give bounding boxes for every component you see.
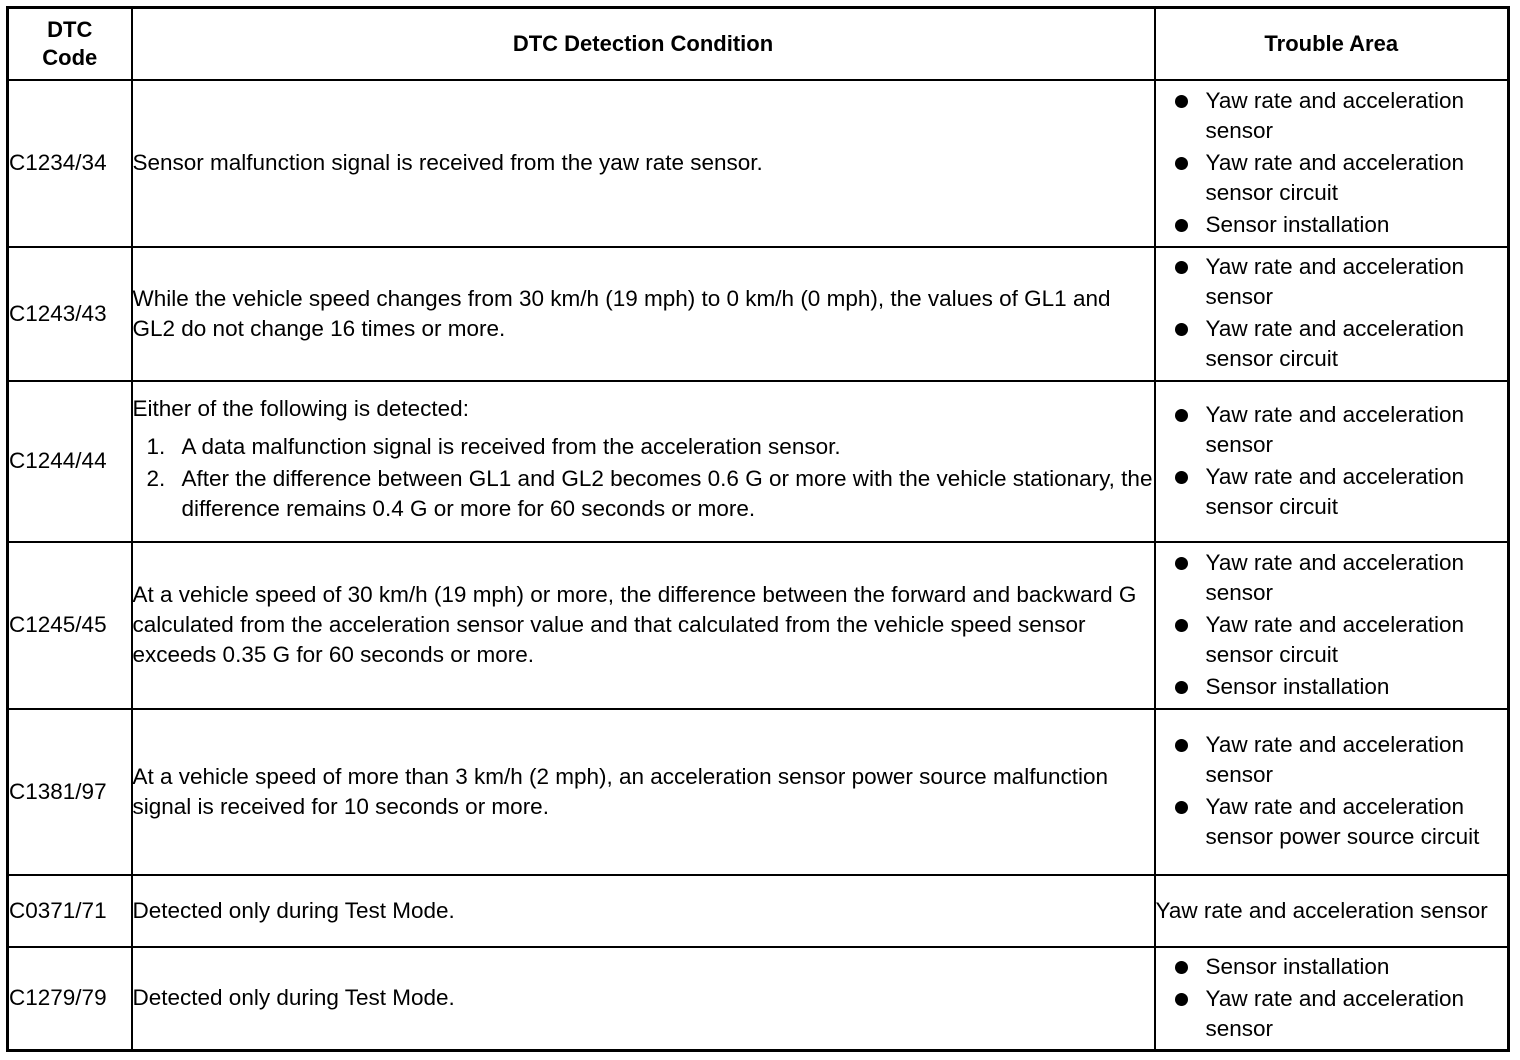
table-row bbox=[8, 709, 1509, 875]
bullet-icon bbox=[1175, 219, 1188, 232]
step-text: A data malfunction signal is received from the acceleration sensor. bbox=[181, 434, 841, 459]
bullet-icon bbox=[1175, 961, 1188, 974]
detection-condition: Sensor malfunction signal is received from the yaw rate sensor. bbox=[132, 80, 1155, 247]
list-item bbox=[133, 464, 1154, 524]
table-row bbox=[8, 381, 1509, 542]
bullet-icon bbox=[1175, 739, 1188, 752]
bullet-icon bbox=[1175, 993, 1188, 1006]
trouble-area bbox=[1155, 709, 1509, 875]
list-item: Yaw rate and acceleration sensor bbox=[1156, 984, 1508, 1044]
header-dtc-code-label: DTC Code bbox=[42, 16, 98, 70]
bullet-icon bbox=[1175, 801, 1188, 814]
dtc-code: C0371/71 bbox=[8, 875, 132, 947]
table-row bbox=[8, 80, 1509, 247]
bullet-icon bbox=[1175, 471, 1188, 484]
trouble-area-list bbox=[1156, 252, 1508, 374]
bullet-icon bbox=[1175, 157, 1188, 170]
header-condition bbox=[132, 8, 1155, 80]
trouble-area bbox=[1155, 80, 1509, 247]
bullet-icon bbox=[1175, 323, 1188, 336]
trouble-area-list bbox=[1156, 86, 1508, 240]
condition-intro: Either of the following is detected: bbox=[132, 396, 469, 421]
bullet-icon bbox=[1175, 95, 1188, 108]
dtc-code: C1279/79 bbox=[8, 947, 132, 1051]
list-item: Yaw rate and acceleration sensor circuit bbox=[1156, 462, 1508, 522]
step-number: 1. bbox=[146, 434, 166, 459]
dtc-code: C1234/34 bbox=[8, 80, 132, 247]
list-item: Yaw rate and acceleration sensor bbox=[1156, 252, 1508, 312]
condition-steps bbox=[133, 432, 1154, 524]
detection-condition: Detected only during Test Mode. bbox=[132, 875, 1155, 947]
list-item bbox=[133, 432, 1154, 462]
table-row bbox=[8, 542, 1509, 709]
step-text: After the difference between GL1 and GL2 becomes 0.6 G or more with the vehicle stationary, the difference remains 0.4 G or more for 60 seconds or more. bbox=[181, 466, 1153, 521]
detection-condition bbox=[132, 381, 1155, 542]
table-row bbox=[8, 947, 1509, 1051]
list-item: Yaw rate and acceleration sensor bbox=[1156, 86, 1508, 146]
trouble-area bbox=[1155, 542, 1509, 709]
trouble-area bbox=[1155, 947, 1509, 1051]
header-row bbox=[8, 8, 1509, 80]
trouble-area bbox=[1155, 381, 1509, 542]
bullet-icon bbox=[1175, 557, 1188, 570]
list-item: Sensor installation bbox=[1156, 672, 1508, 702]
bullet-icon bbox=[1175, 409, 1188, 422]
trouble-area: Yaw rate and acceleration sensor bbox=[1155, 875, 1509, 947]
header-trouble-area bbox=[1155, 8, 1509, 80]
detection-condition: At a vehicle speed of 30 km/h (19 mph) or more, the difference between the forward and backward G calculated from the acceleration sensor value and that calculated from the vehicle speed sensor exceeds 0.35 G for 60 seconds or more. bbox=[132, 542, 1155, 709]
list-item: Yaw rate and acceleration sensor circuit bbox=[1156, 148, 1508, 208]
step-number: 2. bbox=[146, 466, 166, 491]
detection-condition: Detected only during Test Mode. bbox=[132, 947, 1155, 1051]
header-condition-label: DTC Detection Condition bbox=[512, 30, 774, 56]
dtc-code: C1243/43 bbox=[8, 247, 132, 381]
list-item: Yaw rate and acceleration sensor circuit bbox=[1156, 610, 1508, 670]
trouble-area-list bbox=[1156, 400, 1508, 522]
trouble-area bbox=[1155, 247, 1509, 381]
header-dtc-code bbox=[8, 8, 132, 80]
detection-condition: At a vehicle speed of more than 3 km/h (2 mph), an acceleration sensor power source malfunction signal is received for 10 seconds or more. bbox=[132, 709, 1155, 875]
table-row bbox=[8, 247, 1509, 381]
dtc-code: C1381/97 bbox=[8, 709, 132, 875]
bullet-icon bbox=[1175, 619, 1188, 632]
list-item: Yaw rate and acceleration sensor power source circuit bbox=[1156, 792, 1508, 852]
dtc-code: C1245/45 bbox=[8, 542, 132, 709]
list-item: Yaw rate and acceleration sensor circuit bbox=[1156, 314, 1508, 374]
list-item: Sensor installation bbox=[1156, 952, 1508, 982]
trouble-area-list bbox=[1156, 548, 1508, 702]
trouble-area-list bbox=[1156, 952, 1508, 1044]
bullet-icon bbox=[1175, 681, 1188, 694]
detection-condition: While the vehicle speed changes from 30 km/h (19 mph) to 0 km/h (0 mph), the values of GL1 and GL2 do not change 16 times or more. bbox=[132, 247, 1155, 381]
list-item: Yaw rate and acceleration sensor bbox=[1156, 730, 1508, 790]
list-item: Yaw rate and acceleration sensor bbox=[1156, 548, 1508, 608]
dtc-table bbox=[6, 6, 1510, 1052]
bullet-icon bbox=[1175, 261, 1188, 274]
list-item: Yaw rate and acceleration sensor bbox=[1156, 400, 1508, 460]
list-item: Sensor installation bbox=[1156, 210, 1508, 240]
header-trouble-area-label: Trouble Area bbox=[1264, 30, 1399, 56]
dtc-code: C1244/44 bbox=[8, 381, 132, 542]
table-row bbox=[8, 875, 1509, 947]
trouble-area-list bbox=[1156, 730, 1508, 852]
